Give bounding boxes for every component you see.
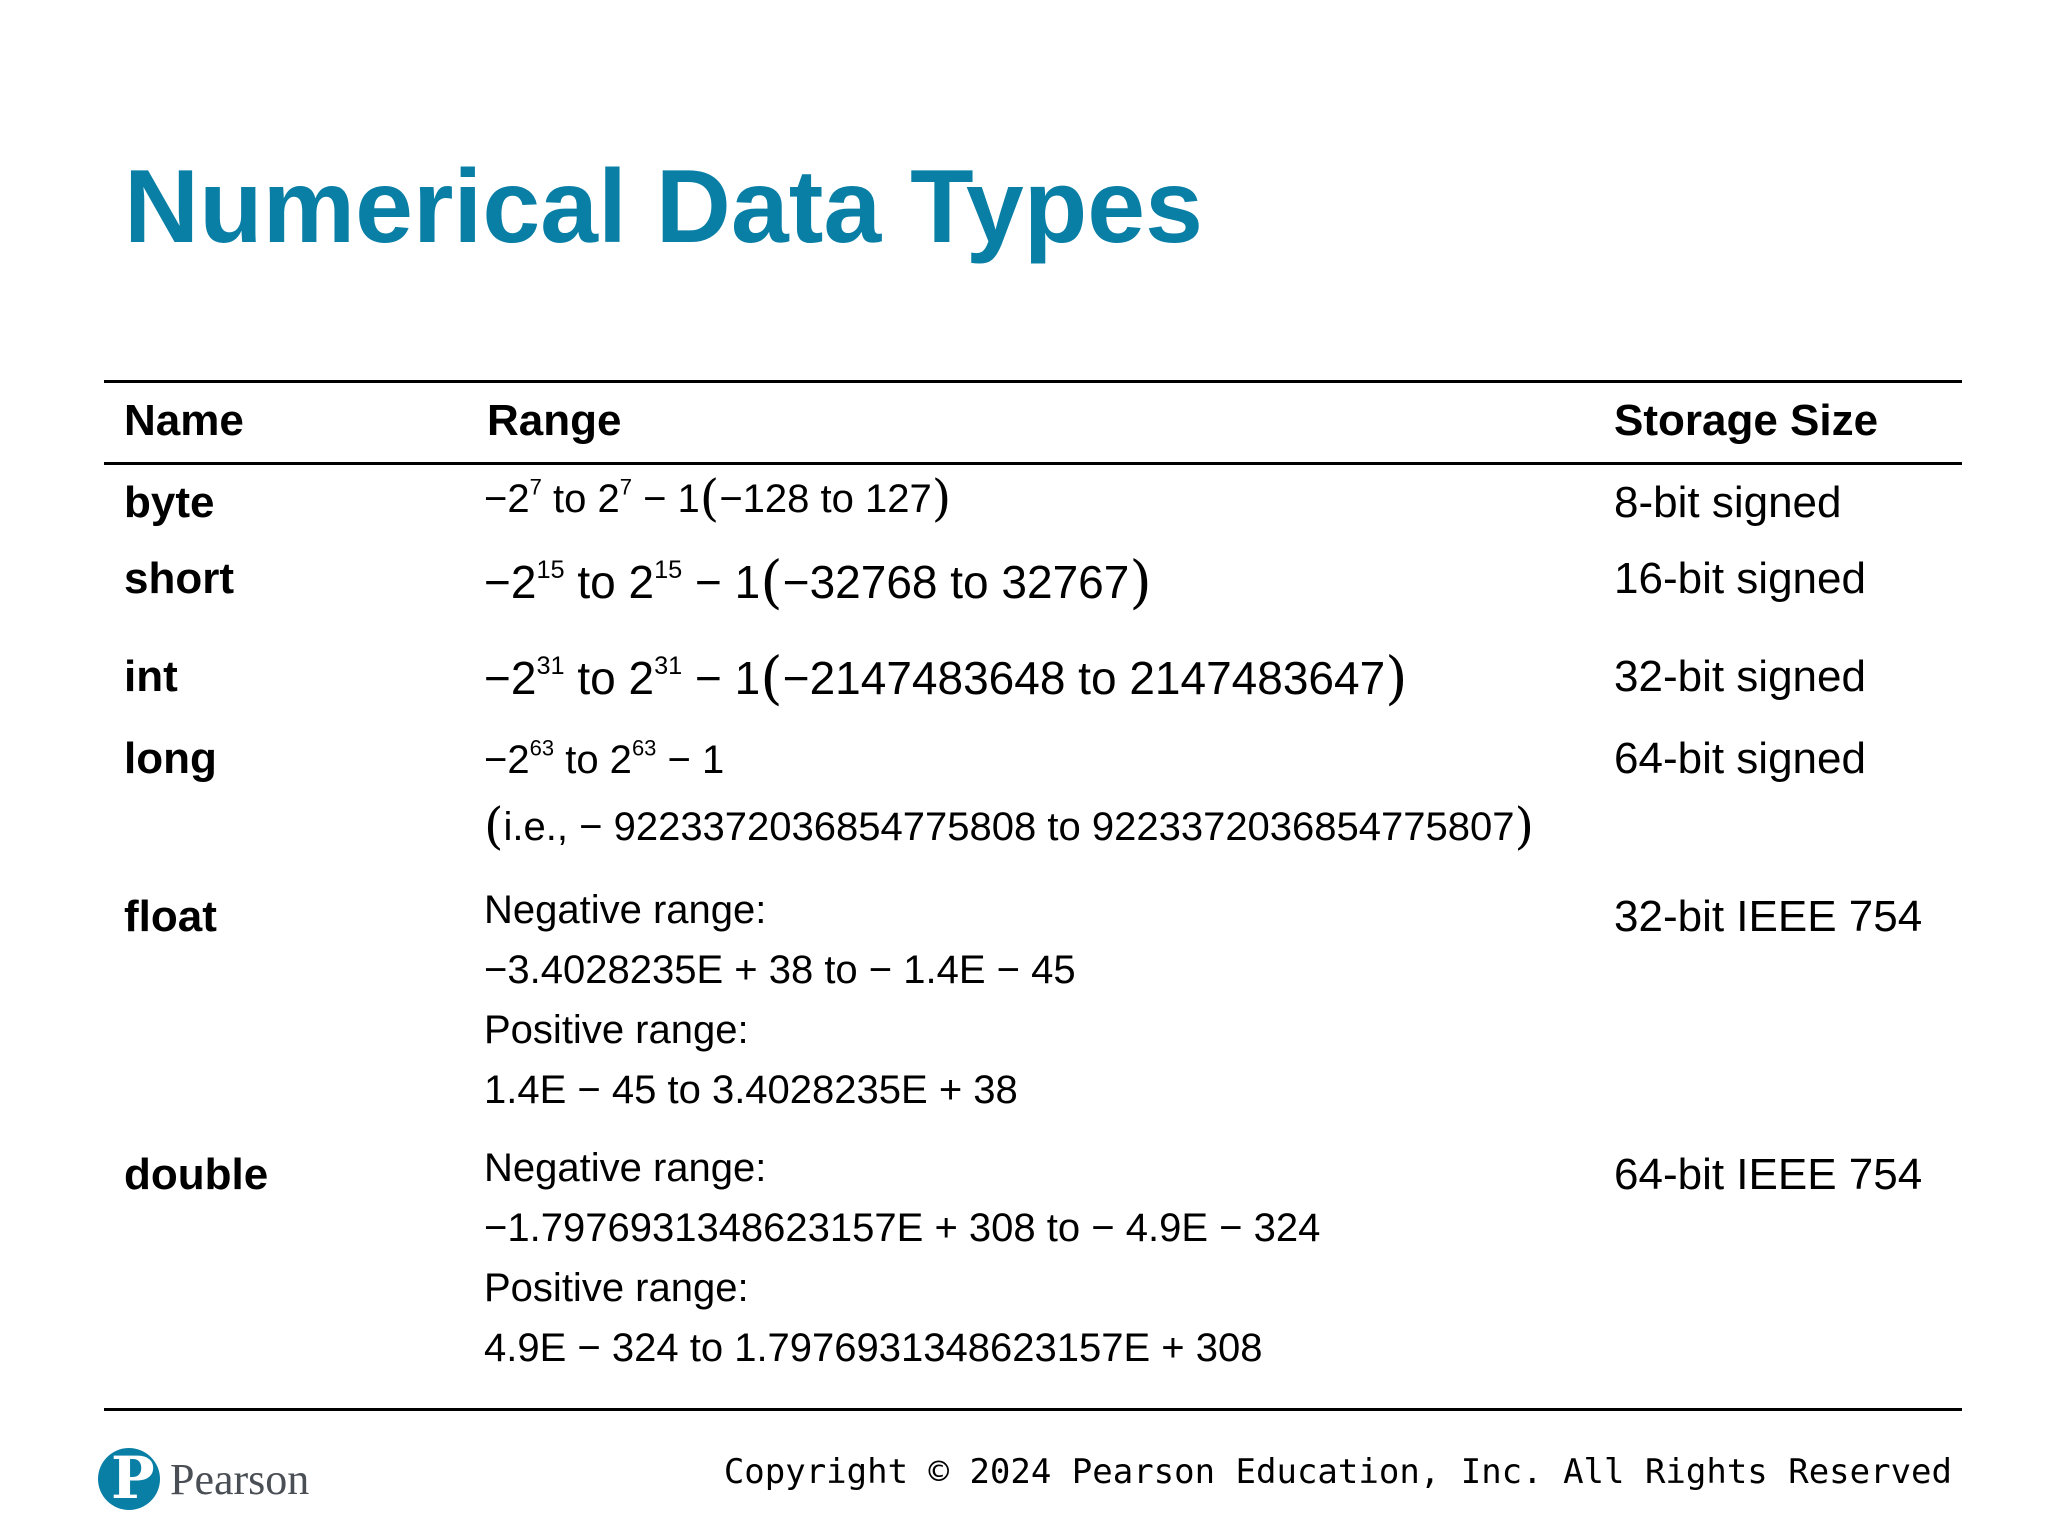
row-range-long: $-2^{63}$ to $2^{63} - 1$ bbox=[484, 735, 725, 782]
table-top-rule bbox=[104, 380, 1962, 383]
row-name-long: long bbox=[124, 734, 217, 783]
header-storage-size: Storage Size bbox=[1614, 396, 1879, 445]
row-size-float: 32-bit IEEE 754 bbox=[1614, 892, 1923, 941]
logo-letter: P bbox=[111, 1448, 155, 1510]
header-range: Range bbox=[487, 396, 622, 445]
page-title: Numerical Data Types bbox=[124, 149, 1203, 265]
pearson-logo bbox=[98, 1448, 309, 1510]
range-line: Negative range: bbox=[484, 888, 767, 932]
logo-wordmark: Pearson bbox=[170, 1454, 310, 1504]
row-range-double bbox=[484, 1138, 1320, 1378]
range-line: 4.9E − 324 to 1.7976931348623157E + 308 bbox=[484, 1326, 1263, 1370]
row-name-byte: byte bbox=[124, 478, 215, 527]
range-line: 1.4E − 45 to 3.4028235E + 38 bbox=[484, 1068, 1018, 1112]
range-line: Positive range: bbox=[484, 1008, 749, 1052]
row-name-double: double bbox=[124, 1150, 269, 1199]
row-range-short: $-2^{15}$ to $2^{15} - 1(-32768$ to 32767) bbox=[484, 548, 1152, 616]
row-range-long-line2: (i.e., − 9223372036854775808 to 9223372036854775807) bbox=[484, 797, 1535, 855]
range-line: −3.4028235E + 38 to − 1.4E − 45 bbox=[484, 948, 1076, 992]
table-header-rule bbox=[104, 462, 1962, 465]
row-size-double: 64-bit IEEE 754 bbox=[1614, 1150, 1923, 1199]
row-name-float: float bbox=[124, 892, 217, 941]
row-size-short: 16-bit signed bbox=[1614, 554, 1866, 603]
row-range-float bbox=[484, 880, 1076, 1120]
row-size-int: 32-bit signed bbox=[1614, 652, 1866, 701]
row-size-long: 64-bit signed bbox=[1614, 734, 1866, 783]
copyright-notice: Copyright © 2024 Pearson Education, Inc. All Rights Reserved bbox=[723, 1452, 1952, 1492]
header-name: Name bbox=[124, 396, 244, 445]
row-size-byte: 8-bit signed bbox=[1614, 478, 1842, 527]
pearson-logo-icon bbox=[98, 1448, 160, 1510]
row-name-int: int bbox=[124, 652, 178, 701]
range-line: Positive range: bbox=[484, 1266, 749, 1310]
range-line: Negative range: bbox=[484, 1146, 767, 1190]
row-range-byte: $-2^7$ to $2^7 - 1(-128$ to 127) bbox=[484, 469, 952, 527]
row-range-int: $-2^{31}$ to $2^{31} - 1(-2147483648$ to 2147483647) bbox=[484, 644, 1408, 712]
range-line: −1.7976931348623157E + 308 to − 4.9E − 324 bbox=[484, 1206, 1321, 1250]
row-name-short: short bbox=[124, 554, 234, 603]
table-bottom-rule bbox=[104, 1408, 1962, 1411]
